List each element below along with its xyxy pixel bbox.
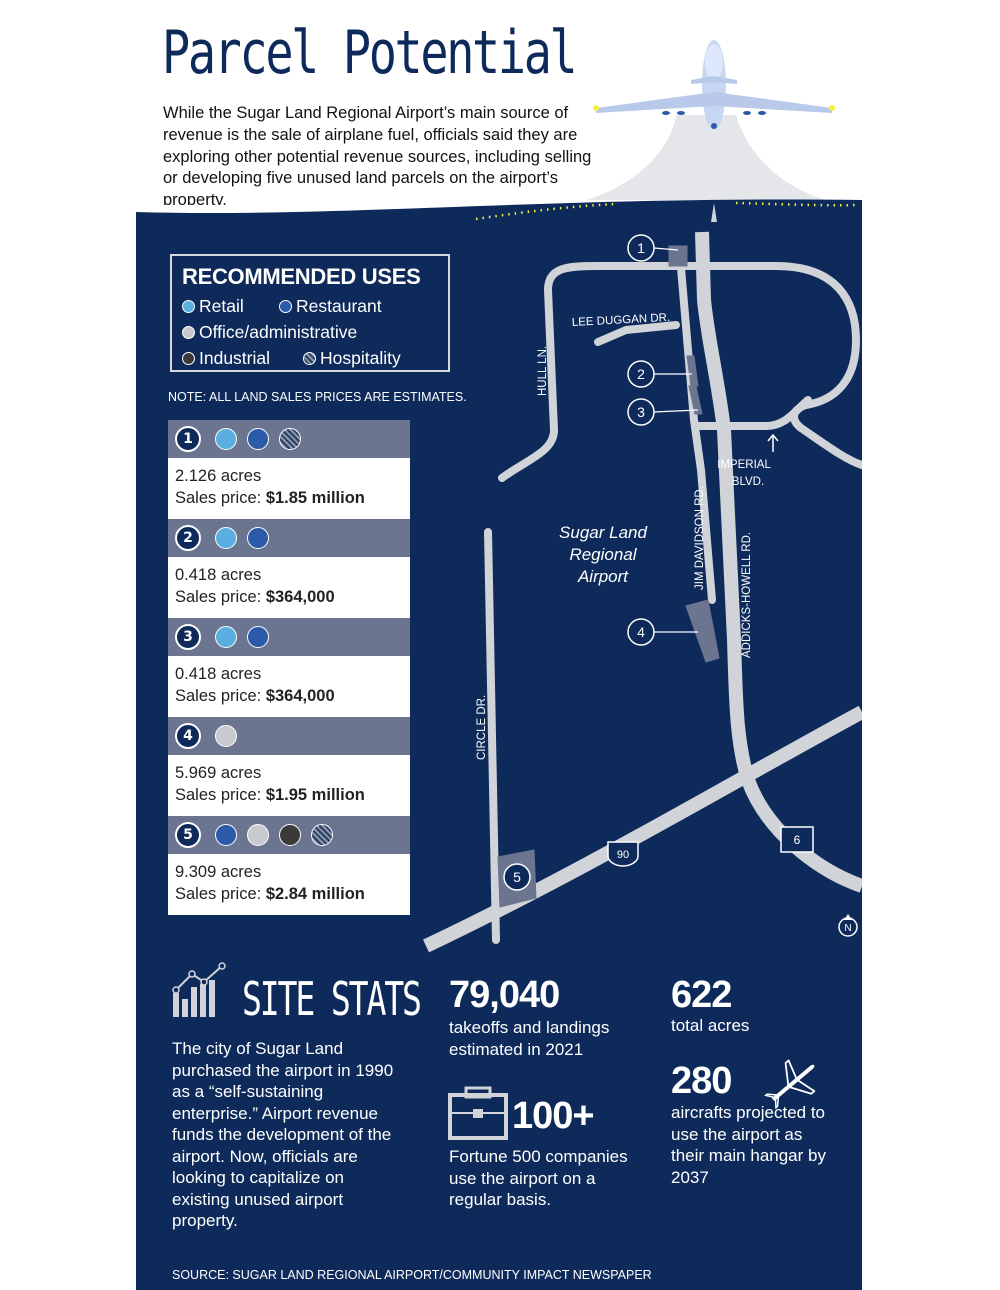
restaurant-dot-icon — [279, 300, 292, 313]
airport-label-1: Sugar Land — [559, 523, 647, 542]
parcel-2-header — [168, 519, 410, 557]
parcel-number: 2 — [175, 525, 201, 551]
price-note: NOTE: ALL LAND SALES PRICES ARE ESTIMATES. — [168, 390, 467, 404]
office-dot-icon — [182, 326, 195, 339]
hospitality-dot-icon — [311, 824, 333, 846]
parcel-4 — [686, 600, 719, 662]
restaurant-dot-icon — [247, 428, 269, 450]
parcel-number: 5 — [175, 822, 201, 848]
stat-companies-text: Fortune 500 companies use the airport on a regular basis. — [449, 1147, 628, 1209]
label-imperial-2: BLVD. — [731, 476, 765, 488]
retail-dot-icon — [215, 428, 237, 450]
parcel-price: Sales price: $2.84 million — [175, 885, 365, 903]
parcel-number: 3 — [175, 624, 201, 650]
stat-aircraft-text: aircrafts projected to use the airport as their main hangar by 2037 — [671, 1103, 826, 1187]
airport-label-3: Airport — [577, 567, 629, 586]
svg-text:6: 6 — [793, 833, 801, 847]
legend-office: Office/administrative — [182, 322, 357, 343]
legend-hospitality: Hospitality — [303, 348, 401, 369]
map-marker-3: 3 — [637, 404, 645, 420]
parcel-number: 4 — [175, 723, 201, 749]
legend-industrial: Industrial — [182, 348, 270, 369]
retail-dot-icon — [215, 527, 237, 549]
parcel-1-header — [168, 420, 410, 458]
stat-aircraft-value: 280 — [671, 1060, 732, 1102]
briefcase-icon — [450, 1088, 506, 1138]
map-marker-1: 1 — [637, 240, 645, 256]
legend-restaurant: Restaurant — [279, 296, 382, 317]
office-dot-icon — [215, 725, 237, 747]
infographic-panel — [136, 0, 862, 1290]
label-addicks-howell: ADDICKS-HOWELL RD. — [741, 531, 753, 658]
parcel-5-header — [168, 816, 410, 854]
parcel-number: 1 — [175, 426, 201, 452]
svg-text:90: 90 — [616, 849, 630, 861]
label-lee-duggan: LEE DUGGAN DR. — [571, 311, 671, 329]
stat-acres-text: total acres — [671, 1016, 750, 1035]
source-credit: SOURCE: SUGAR LAND REGIONAL AIRPORT/COMMUNITY IMPACT NEWSPAPER — [172, 1268, 652, 1282]
office-dot-icon — [247, 824, 269, 846]
legend-box — [170, 254, 450, 372]
industrial-dot-icon — [279, 824, 301, 846]
chart-icon — [173, 963, 225, 1017]
parcel-acres: 9.309 acres — [175, 863, 262, 881]
parcel-acres: 0.418 acres — [175, 665, 262, 683]
parcel-acres: 2.126 acres — [175, 467, 262, 485]
parcel-5-info — [168, 854, 410, 915]
label-imperial-1: IMPERIAL — [717, 459, 771, 471]
parcel-3-info — [168, 656, 410, 717]
legend-retail: Retail — [182, 296, 244, 317]
label-hull-ln: HULL LN. — [537, 345, 549, 396]
industrial-dot-icon — [182, 352, 195, 365]
legend-title: RECOMMENDED USES — [182, 264, 421, 289]
label-circle-dr: CIRCLE DR. — [476, 694, 488, 760]
parcel-1-info — [168, 458, 410, 519]
restaurant-dot-icon — [247, 527, 269, 549]
page-title: Parcel Potential — [162, 18, 576, 88]
north-arrow-icon — [839, 914, 857, 936]
label-jim-davidson: JIM DAVIDSON RD. — [694, 486, 706, 590]
parcel-price: Sales price: $1.95 million — [175, 786, 365, 804]
road-circle-dr — [488, 532, 496, 940]
us-90-shield — [608, 842, 638, 866]
parcel-acres: 0.418 acres — [175, 566, 262, 584]
site-stats-title: SITE STATS — [242, 972, 420, 1026]
stat-takeoffs-value: 79,040 — [449, 974, 560, 1016]
road-lee-duggan-dr — [598, 325, 676, 342]
stat-companies-value: 100+ — [512, 1095, 594, 1137]
stat-acres-value: 622 — [671, 974, 732, 1016]
hospitality-dot-icon — [303, 352, 316, 365]
restaurant-dot-icon — [215, 824, 237, 846]
site-stats-body: The city of Sugar Land purchased the airport in 1990 as a “self-sustaining enterprise.” Airport revenue funds the development of the airport. Now, officials are looking to capitalize on existing unused airport property. — [172, 1039, 394, 1230]
parcel-price: Sales price: $1.85 million — [175, 489, 365, 507]
intro-text: While the Sugar Land Regional Airport’s main source of revenue is the sale of airplane fuel, officials said they are exploring other potential revenue sources, including selling or developing five unused land parcels on the airport’s property. — [163, 104, 592, 210]
map-marker-4: 4 — [637, 624, 645, 640]
parcel-4-info — [168, 755, 410, 816]
parcel-price: Sales price: $364,000 — [175, 687, 335, 705]
retail-dot-icon — [182, 300, 195, 313]
stat-takeoffs-text: takeoffs and landings estimated in 2021 — [449, 1018, 610, 1059]
parcel-3-header — [168, 618, 410, 656]
svg-text:N: N — [844, 923, 852, 934]
map-marker-2: 2 — [637, 366, 645, 382]
parcel-2-info — [168, 557, 410, 618]
restaurant-dot-icon — [247, 626, 269, 648]
arrow-icon — [768, 435, 778, 452]
map-marker-5: 5 — [513, 869, 521, 885]
hwy-6-sign — [781, 827, 813, 852]
parcel-acres: 5.969 acres — [175, 764, 262, 782]
parcel-4-header — [168, 717, 410, 755]
airport-label-2: Regional — [569, 545, 637, 564]
hospitality-dot-icon — [279, 428, 301, 450]
retail-dot-icon — [215, 626, 237, 648]
parcel-price: Sales price: $364,000 — [175, 588, 335, 606]
